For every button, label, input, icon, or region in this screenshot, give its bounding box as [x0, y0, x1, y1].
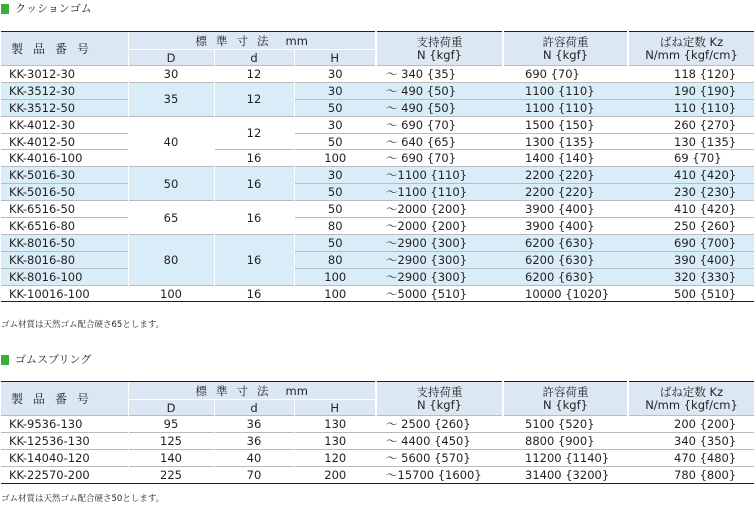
allowable-load-cell: 31400 {3200}: [503, 466, 628, 483]
support-load-cell: ～ 340 {35}: [376, 66, 503, 83]
spring-constant-cell: 110 {110}: [628, 99, 754, 116]
spring-constant-cell: 320 {330}: [628, 268, 754, 285]
allowable-load-header: 許容荷重 N {kgf}: [503, 32, 628, 66]
part-number-cell: KK-10016-100: [1, 285, 128, 302]
dim-d-cell: 70: [214, 466, 294, 483]
dim-d-cell: 16: [214, 150, 294, 167]
allowable-load-cell: 2200 {220}: [503, 184, 628, 201]
support-load-cell: ～ 4400 {450}: [376, 432, 503, 449]
dim-d-cell: 16: [214, 285, 294, 302]
dim-H-cell: 100: [294, 150, 376, 167]
allowable-load-header: 許容荷重 N {kgf}: [503, 382, 628, 416]
cushion-rubber-table: [1, 31, 754, 302]
support-load-cell: ～1100 {110}: [376, 184, 503, 201]
allowable-load-cell: 6200 {630}: [503, 251, 628, 268]
dim-d-cell: 36: [214, 416, 294, 433]
support-load-cell: ～ 5600 {570}: [376, 449, 503, 466]
dim-H-cell: 30: [294, 66, 376, 83]
dim-H-cell: 120: [294, 449, 376, 466]
dim-D-cell: 50: [128, 167, 214, 201]
spring-constant-cell: 410 {420}: [628, 201, 754, 218]
part-number-cell: KK-3512-30: [1, 82, 128, 99]
table-row: [1, 432, 754, 449]
part-number-cell: KK-12536-130: [1, 432, 128, 449]
spring-constant-cell: 340 {350}: [628, 432, 754, 449]
spring-constant-header: ばね定数 Kz N/mm {kgf/cm}: [628, 32, 754, 66]
dim-D-cell: 30: [128, 66, 214, 83]
part-number-header: 製品番号: [1, 382, 128, 416]
table-row: [1, 449, 754, 466]
dim-D-cell: 125: [128, 432, 214, 449]
dim-H-cell: 130: [294, 416, 376, 433]
spring-constant-cell: 250 {260}: [628, 218, 754, 235]
support-load-cell: ～ 490 {50}: [376, 99, 503, 116]
table-row: [1, 201, 754, 218]
col-D-header: D: [128, 400, 214, 416]
dim-H-cell: 30: [294, 116, 376, 133]
allowable-load-cell: 1300 {135}: [503, 133, 628, 150]
dim-d-cell: 12: [214, 82, 294, 116]
table-row: [1, 416, 754, 433]
dim-D-cell: 95: [128, 416, 214, 433]
table-row: [1, 285, 754, 302]
material-note: ゴム材質は天然ゴム配合硬さ65とします。: [1, 320, 165, 330]
support-load-cell: ～2900 {300}: [376, 251, 503, 268]
dim-d-cell: 40: [214, 449, 294, 466]
allowable-load-cell: 1100 {110}: [503, 99, 628, 116]
section-title-text: クッションゴム: [15, 2, 92, 15]
col-H-header: H: [294, 400, 376, 416]
col-D-header: D: [128, 50, 214, 66]
spring-constant-cell: 190 {190}: [628, 82, 754, 99]
spring-constant-cell: 470 {480}: [628, 449, 754, 466]
part-number-header: 製品番号: [1, 32, 128, 66]
dim-H-cell: 30: [294, 167, 376, 184]
green-square-icon: [1, 355, 9, 365]
green-square-icon: [1, 4, 9, 14]
dim-D-cell: 225: [128, 466, 214, 483]
dim-D-cell: 65: [128, 201, 214, 235]
allowable-load-cell: 3900 {400}: [503, 218, 628, 235]
part-number-cell: KK-4012-50: [1, 133, 128, 150]
support-load-cell: ～ 690 {70}: [376, 116, 503, 133]
part-number-cell: KK-4012-30: [1, 116, 128, 133]
allowable-load-cell: 10000 {1020}: [503, 285, 628, 302]
standard-dimensions-header: 標準寸法 mm: [128, 382, 376, 400]
section-title-cushion: [1, 2, 92, 16]
support-load-cell: ～2900 {300}: [376, 268, 503, 285]
support-load-cell: ～ 640 {65}: [376, 133, 503, 150]
dim-H-cell: 50: [294, 234, 376, 251]
allowable-load-cell: 5100 {520}: [503, 416, 628, 433]
table-row: [1, 184, 754, 201]
dim-d-cell: 16: [214, 167, 294, 201]
part-number-cell: KK-9536-130: [1, 416, 128, 433]
table-row: [1, 234, 754, 251]
support-load-cell: ～ 2500 {260}: [376, 416, 503, 433]
allowable-load-cell: 1100 {110}: [503, 82, 628, 99]
support-load-cell: ～2000 {200}: [376, 218, 503, 235]
dim-d-cell: 16: [214, 201, 294, 235]
part-number-cell: KK-6516-80: [1, 218, 128, 235]
col-d-header: d: [214, 50, 294, 66]
spring-constant-cell: 690 {700}: [628, 234, 754, 251]
allowable-load-cell: 8800 {900}: [503, 432, 628, 449]
table-row: [1, 82, 754, 99]
table-row: [1, 133, 754, 150]
allowable-load-cell: 1400 {140}: [503, 150, 628, 167]
table-row: [1, 150, 754, 167]
spring-constant-header: ばね定数 Kz N/mm {kgf/cm}: [628, 382, 754, 416]
part-number-cell: KK-3512-50: [1, 99, 128, 116]
section-title-spring: [1, 353, 91, 367]
spring-constant-cell: 230 {230}: [628, 184, 754, 201]
table-row: [1, 218, 754, 235]
support-load-cell: ～1100 {110}: [376, 167, 503, 184]
dim-H-cell: 50: [294, 99, 376, 116]
col-H-header: H: [294, 50, 376, 66]
support-load-cell: ～2000 {200}: [376, 201, 503, 218]
support-load-cell: ～ 690 {70}: [376, 150, 503, 167]
support-load-cell: ～15700 {1600}: [376, 466, 503, 483]
table-row: [1, 167, 754, 184]
dim-D-cell: 40: [128, 116, 214, 167]
spring-constant-cell: 390 {400}: [628, 251, 754, 268]
table-row: [1, 268, 754, 285]
spring-constant-cell: 118 {120}: [628, 66, 754, 83]
rubber-spring-table: [1, 381, 754, 484]
col-d-header: d: [214, 400, 294, 416]
table-row: [1, 66, 754, 83]
part-number-cell: KK-5016-50: [1, 184, 128, 201]
support-load-cell: ～2900 {300}: [376, 234, 503, 251]
dim-d-cell: 12: [214, 66, 294, 83]
dim-H-cell: 100: [294, 285, 376, 302]
dim-d-cell: 12: [214, 116, 294, 150]
material-note: ゴム材質は天然ゴム配合硬さ50とします。: [1, 494, 165, 504]
table-row: [1, 99, 754, 116]
dim-H-cell: 50: [294, 201, 376, 218]
dim-D-cell: 140: [128, 449, 214, 466]
part-number-cell: KK-8016-50: [1, 234, 128, 251]
allowable-load-cell: 690 {70}: [503, 66, 628, 83]
section-title-text: ゴムスプリング: [15, 353, 92, 366]
allowable-load-cell: 6200 {630}: [503, 268, 628, 285]
allowable-load-cell: 3900 {400}: [503, 201, 628, 218]
support-load-cell: ～ 490 {50}: [376, 82, 503, 99]
table-row: [1, 466, 754, 483]
dim-D-cell: 100: [128, 285, 214, 302]
dim-H-cell: 50: [294, 133, 376, 150]
dim-H-cell: 50: [294, 184, 376, 201]
dim-D-cell: 80: [128, 234, 214, 285]
dim-H-cell: 80: [294, 251, 376, 268]
part-number-cell: KK-8016-80: [1, 251, 128, 268]
dim-d-cell: 36: [214, 432, 294, 449]
dim-H-cell: 30: [294, 82, 376, 99]
part-number-cell: KK-22570-200: [1, 466, 128, 483]
support-load-cell: ～5000 {510}: [376, 285, 503, 302]
dim-H-cell: 130: [294, 432, 376, 449]
support-load-header: 支持荷重 N {kgf}: [376, 382, 503, 416]
part-number-cell: KK-3012-30: [1, 66, 128, 83]
spring-constant-cell: 260 {270}: [628, 116, 754, 133]
spring-constant-cell: 780 {800}: [628, 466, 754, 483]
allowable-load-cell: 1500 {150}: [503, 116, 628, 133]
dim-H-cell: 200: [294, 466, 376, 483]
table-row: [1, 116, 754, 133]
spring-constant-cell: 410 {420}: [628, 167, 754, 184]
dim-D-cell: 35: [128, 82, 214, 116]
allowable-load-cell: 11200 {1140}: [503, 449, 628, 466]
part-number-cell: KK-6516-50: [1, 201, 128, 218]
dim-H-cell: 80: [294, 218, 376, 235]
part-number-cell: KK-5016-30: [1, 167, 128, 184]
spring-constant-cell: 500 {510}: [628, 285, 754, 302]
spring-constant-cell: 130 {135}: [628, 133, 754, 150]
standard-dimensions-header: 標準寸法 mm: [128, 32, 376, 50]
dim-d-cell: 16: [214, 234, 294, 285]
allowable-load-cell: 6200 {630}: [503, 234, 628, 251]
allowable-load-cell: 2200 {220}: [503, 167, 628, 184]
table-row: [1, 251, 754, 268]
spring-constant-cell: 69 {70}: [628, 150, 754, 167]
dim-H-cell: 100: [294, 268, 376, 285]
support-load-header: 支持荷重 N {kgf}: [376, 32, 503, 66]
part-number-cell: KK-8016-100: [1, 268, 128, 285]
part-number-cell: KK-14040-120: [1, 449, 128, 466]
part-number-cell: KK-4016-100: [1, 150, 128, 167]
spring-constant-cell: 200 {200}: [628, 416, 754, 433]
